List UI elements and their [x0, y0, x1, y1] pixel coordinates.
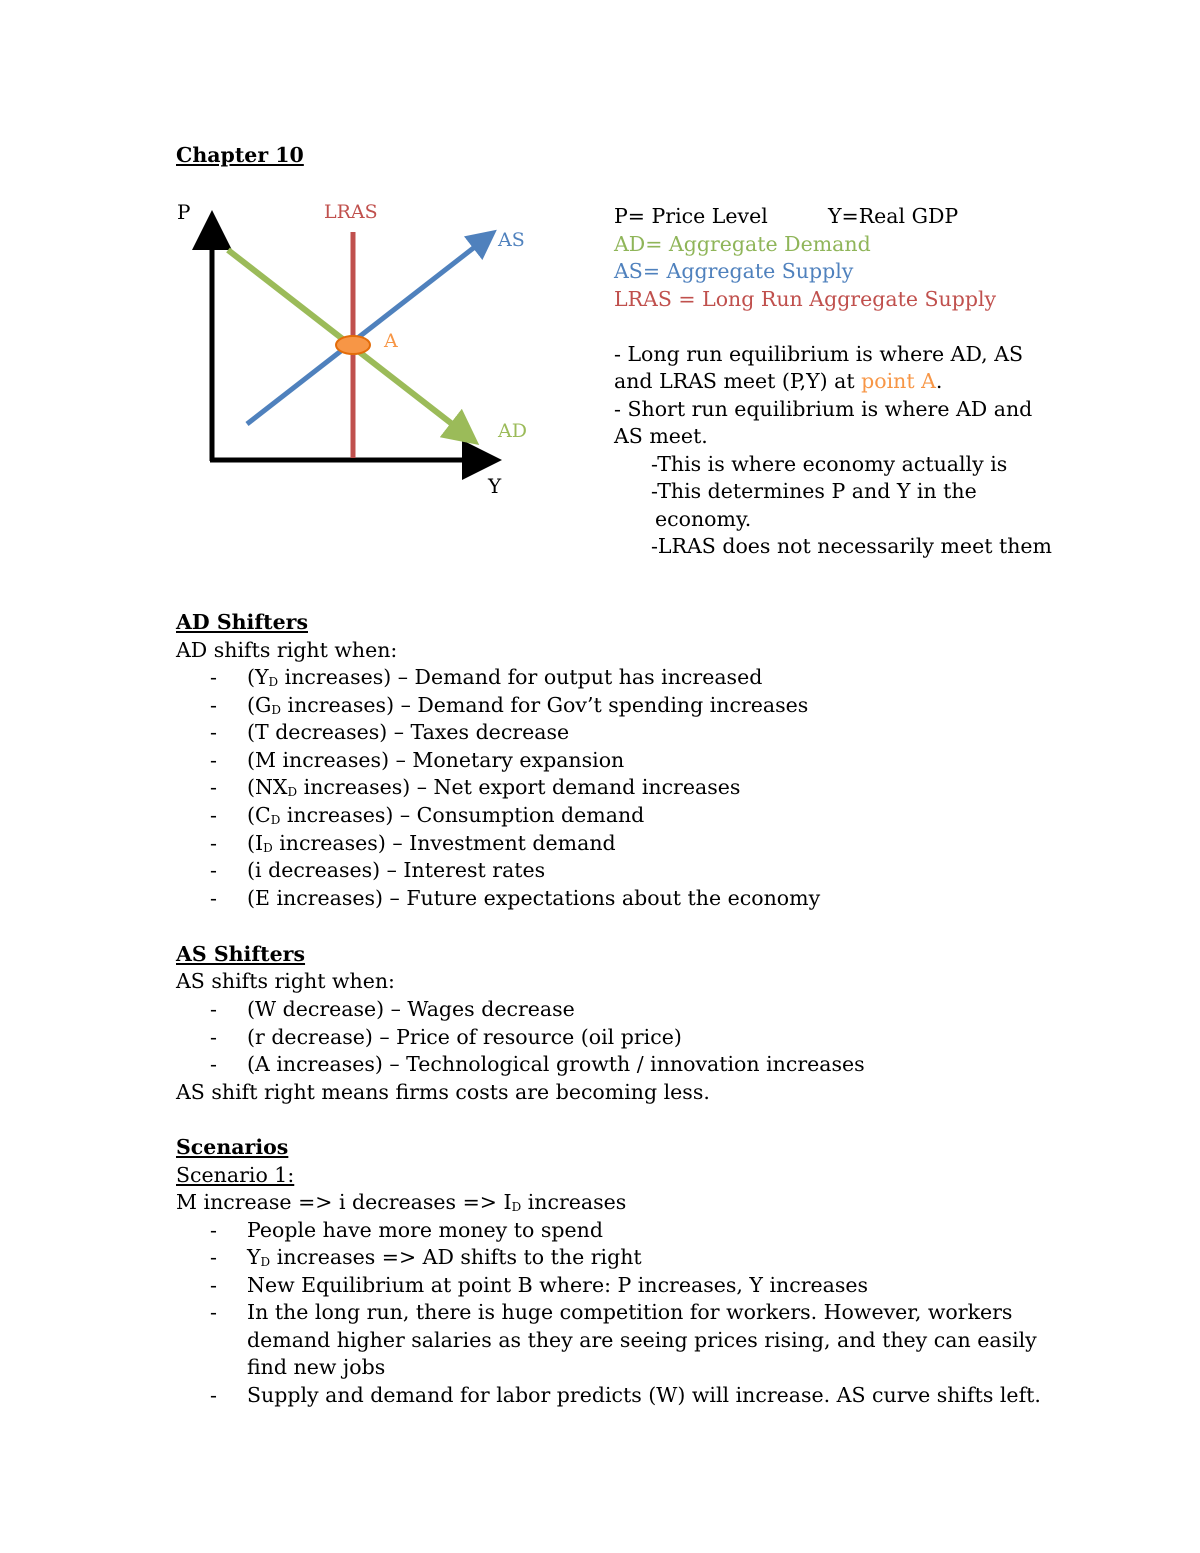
page-title: Chapter 10: [176, 143, 304, 167]
short-run-line-1: - Short run equilibrium is where AD and: [614, 396, 1033, 421]
as-definition: AS= Aggregate Supply: [614, 259, 854, 283]
as-shifters-intro: AS shifts right when:: [176, 969, 395, 993]
point-a-label: A: [384, 330, 398, 352]
long-run-line-2: and LRAS meet (P,Y) at point A.: [614, 369, 943, 393]
ad-shifters-intro: AD shifts right when:: [176, 638, 398, 662]
point-a-highlight: point A: [861, 369, 936, 393]
short-run-line-2: AS meet.: [614, 424, 708, 448]
as-shifters-heading: AS Shifters: [176, 942, 306, 966]
lras-definition: LRAS = Long Run Aggregate Supply: [614, 286, 997, 311]
p-axis-label: P: [177, 200, 191, 224]
ad-label: AD: [498, 420, 527, 442]
p-definition: P= Price Level: [614, 204, 768, 228]
y-axis-label: Y: [488, 474, 502, 498]
scenarios-heading: Scenarios: [176, 1135, 289, 1159]
document-page: Chapter 10 P Y LRAS AS AD A P= Price Level Y=Real GDP AD= Aggregate Demand AS= Aggregate Supply LRAS = Long Run Aggregate Supply - Long run equilibrium is where AD, AS and LRAS meet (P,Y) at point A. - Short run equilibrium is where AD and AS meet. -This is where economy actually is -This determines P and Y in the economy. -LRAS does not necessarily meet them AD Shifters AD shifts right when: - ($Y_D$ increases) – Demand for output has increased - ($G_D$ increases) – Demand for Gov’t spending increases - (T decreases) – Taxes decrease - (M increases) – Monetary expansion - ($NX_D$ increases) – Net export demand increases - ($C_D$ increases) – Consumption demand - ($I_D$ increases) – Investment demand - (i decreases) – Interest rates - (E increases) – Future expectations about the economy AS Shifters AS shifts right when: - (W decrease) – Wages decrease - (r decrease) – Price of resource (oil price) - (A increases) – Technological growth / innovation increases AS shift right means firms costs are becoming less. Scenarios Scenario 1: M increase => i decreases => $I_D$ increases - People have more money to spend - $Y_D$ increases => AD shifts to the right - New Equilibrium at point B where: P increases, Y increases - In the long run, there is huge competition for workers. However, workers demand higher salaries as they are seeing prices rising, and they can easily find new jobs - Supply and demand for labor predicts (W) will increase. AS curve shifts left.: [0, 0, 1200, 1553]
long-run-line-1: - Long run equilibrium is where AD, AS: [614, 341, 1024, 366]
scenario-1-heading: Scenario 1:: [176, 1163, 295, 1187]
definitions-block: [614, 203, 1052, 561]
sub-point-3: -LRAS does not necessarily meet them: [651, 534, 1052, 558]
ad-as-graph: [160, 190, 560, 510]
lras-label: LRAS: [324, 201, 378, 223]
ad-shifters-heading: AD Shifters: [176, 610, 308, 634]
sub-point-2b: economy.: [655, 506, 752, 531]
y-definition: Y=Real GDP: [828, 204, 959, 228]
sub-point-2a: -This determines P and Y in the: [651, 479, 977, 503]
ad-definition: AD= Aggregate Demand: [614, 231, 871, 256]
scenario-1-chain: M increase => i decreases => $I_D$ increases: [176, 1190, 627, 1214]
as-shifters-outro: AS shift right means firms costs are becoming less.: [176, 1080, 710, 1104]
as-line: [247, 239, 485, 424]
as-label: AS: [498, 229, 525, 251]
sub-point-1: -This is where economy actually is: [651, 451, 1008, 476]
equilibrium-point-a: [336, 336, 370, 354]
